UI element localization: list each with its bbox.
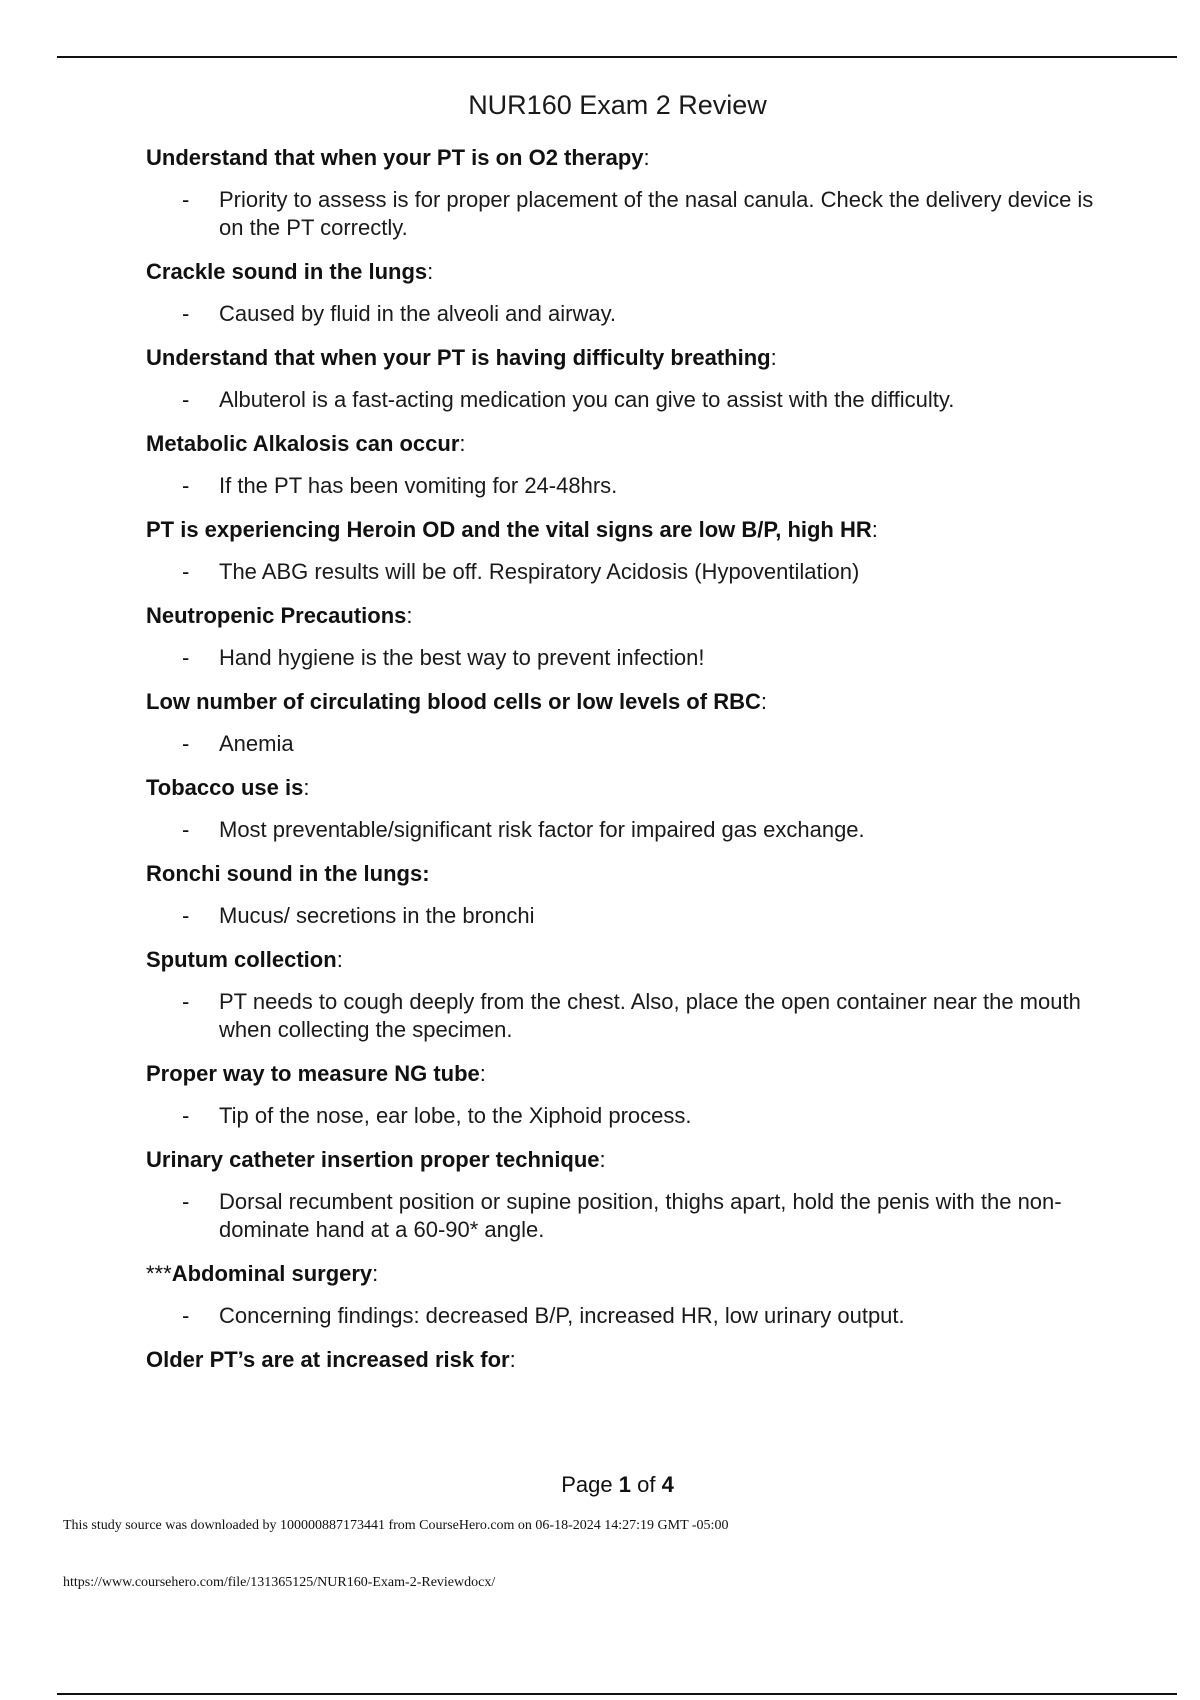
dash-bullet-icon: - xyxy=(182,473,190,498)
dash-bullet-icon: - xyxy=(182,187,190,212)
source-url[interactable]: https://www.coursehero.com/file/131365125/NUR160-Exam-2-Reviewdocx/ xyxy=(63,1575,496,1590)
bullet-text: Albuterol is a fast-acting medication you can give to assist with the difficulty. xyxy=(219,387,955,412)
section-heading xyxy=(146,1346,1096,1374)
heading-text: Understand that when your PT is on O2 therapy xyxy=(146,145,644,170)
section-heading xyxy=(146,860,1096,888)
page-indicator xyxy=(0,1472,1200,1498)
heading-colon: : xyxy=(871,517,878,542)
dash-bullet-icon: - xyxy=(182,1303,190,1328)
section xyxy=(146,946,1096,1044)
section xyxy=(146,344,1096,414)
bullet-item xyxy=(146,1102,1096,1130)
section xyxy=(146,688,1096,758)
dash-bullet-icon: - xyxy=(182,559,190,584)
section-heading xyxy=(146,602,1096,630)
heading-text: Metabolic Alkalosis can occur xyxy=(146,431,460,456)
bullet-item xyxy=(146,730,1096,758)
bullet-text: Caused by fluid in the alveoli and airway. xyxy=(219,301,617,326)
heading-text: Tobacco use is xyxy=(146,775,304,800)
document-body xyxy=(146,144,1096,1388)
heading-prefix: *** xyxy=(146,1261,172,1286)
section xyxy=(146,144,1096,242)
heading-colon: : xyxy=(372,1261,379,1286)
bullet-item xyxy=(146,558,1096,586)
bullet-text: Mucus/ secretions in the bronchi xyxy=(219,903,535,928)
section-heading xyxy=(146,1146,1096,1174)
section xyxy=(146,1146,1096,1244)
bullet-text: Anemia xyxy=(219,731,294,756)
heading-colon: : xyxy=(406,603,413,628)
dash-bullet-icon: - xyxy=(182,387,190,412)
dash-bullet-icon: - xyxy=(182,731,190,756)
bullet-item xyxy=(146,644,1096,672)
section-heading xyxy=(146,430,1096,458)
bullet-item xyxy=(146,902,1096,930)
heading-text: Crackle sound in the lungs xyxy=(146,259,428,284)
heading-colon: : xyxy=(336,947,343,972)
section xyxy=(146,602,1096,672)
bullet-text: Tip of the nose, ear lobe, to the Xiphoid process. xyxy=(219,1103,692,1128)
heading-text: Sputum collection xyxy=(146,947,337,972)
top-rule xyxy=(57,56,1177,58)
section xyxy=(146,774,1096,844)
section-heading xyxy=(146,946,1096,974)
of-word: of xyxy=(637,1472,656,1497)
heading-colon: : xyxy=(599,1147,606,1172)
section xyxy=(146,1346,1096,1374)
section-heading xyxy=(146,1060,1096,1088)
bullet-text: Priority to assess is for proper placement of the nasal canula. Check the delivery device is on the PT correctly. xyxy=(219,187,1094,240)
dash-bullet-icon: - xyxy=(182,301,190,326)
heading-colon: : xyxy=(643,145,650,170)
download-notice: This study source was downloaded by 100000887173441 from CourseHero.com on 06-18-2024 14:27:19 GMT -05:00 xyxy=(63,1518,729,1533)
section-heading xyxy=(146,258,1096,286)
bullet-item xyxy=(146,186,1096,242)
bullet-item xyxy=(146,988,1096,1044)
bullet-text: Most preventable/significant risk factor for impaired gas exchange. xyxy=(219,817,865,842)
dash-bullet-icon: - xyxy=(182,989,190,1014)
section xyxy=(146,1060,1096,1130)
section-heading xyxy=(146,516,1096,544)
section xyxy=(146,860,1096,930)
heading-text: PT is experiencing Heroin OD and the vital signs are low B/P, high HR xyxy=(146,517,872,542)
bullet-text: Concerning findings: decreased B/P, increased HR, low urinary output. xyxy=(219,1303,905,1328)
bullet-item xyxy=(146,386,1096,414)
heading-text: Urinary catheter insertion proper technique xyxy=(146,1147,600,1172)
section-heading xyxy=(146,144,1096,172)
dash-bullet-icon: - xyxy=(182,1103,190,1128)
heading-text: Ronchi sound in the lungs: xyxy=(146,861,430,886)
section xyxy=(146,258,1096,328)
section-heading xyxy=(146,1260,1096,1288)
section xyxy=(146,430,1096,500)
bullet-item xyxy=(146,816,1096,844)
current-page: 1 xyxy=(618,1472,631,1497)
bullet-item xyxy=(146,472,1096,500)
bullet-text: The ABG results will be off. Respiratory Acidosis (Hypoventilation) xyxy=(219,559,860,584)
heading-colon: : xyxy=(303,775,310,800)
dash-bullet-icon: - xyxy=(182,817,190,842)
heading-colon: : xyxy=(459,431,466,456)
heading-colon: : xyxy=(427,259,434,284)
bullet-text: PT needs to cough deeply from the chest. Also, place the open container near the mouth when collecting the specimen. xyxy=(219,989,1081,1042)
bullet-item xyxy=(146,300,1096,328)
bullet-item xyxy=(146,1302,1096,1330)
heading-text: Abdominal surgery xyxy=(171,1261,373,1286)
heading-text: Neutropenic Precautions xyxy=(146,603,407,628)
bullet-text: Dorsal recumbent position or supine position, thighs apart, hold the penis with the non-dominate hand at a 60-90* angle. xyxy=(219,1189,1062,1242)
heading-text: Low number of circulating blood cells or low levels of RBC xyxy=(146,689,761,714)
section-heading xyxy=(146,344,1096,372)
dash-bullet-icon: - xyxy=(182,645,190,670)
bullet-item xyxy=(146,1188,1096,1244)
section xyxy=(146,1260,1096,1330)
total-pages: 4 xyxy=(661,1472,674,1497)
heading-colon: : xyxy=(770,345,777,370)
heading-text: Older PT’s are at increased risk for xyxy=(146,1347,510,1372)
heading-colon: : xyxy=(509,1347,516,1372)
heading-colon: : xyxy=(479,1061,486,1086)
heading-text: Understand that when your PT is having difficulty breathing xyxy=(146,345,771,370)
page-word: Page xyxy=(561,1472,613,1497)
bottom-rule xyxy=(57,1693,1177,1695)
document-title: NUR160 Exam 2 Review xyxy=(468,90,767,121)
heading-colon: : xyxy=(760,689,767,714)
bullet-text: If the PT has been vomiting for 24-48hrs. xyxy=(219,473,618,498)
dash-bullet-icon: - xyxy=(182,903,190,928)
section-heading xyxy=(146,688,1096,716)
dash-bullet-icon: - xyxy=(182,1189,190,1214)
section xyxy=(146,516,1096,586)
heading-text: Proper way to measure NG tube xyxy=(146,1061,480,1086)
bullet-text: Hand hygiene is the best way to prevent infection! xyxy=(219,645,705,670)
section-heading xyxy=(146,774,1096,802)
